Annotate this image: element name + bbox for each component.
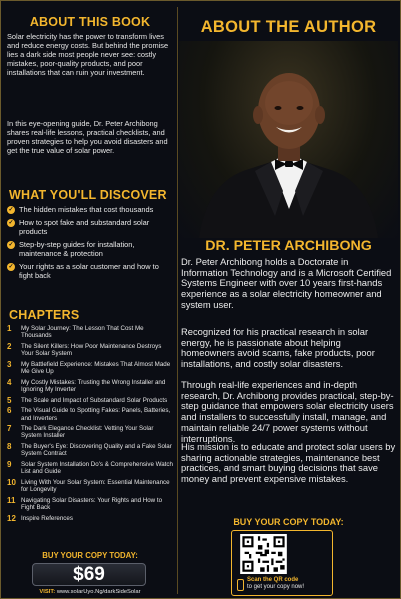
author-bio-3: Through real-life experiences and in-depth research, Dr. Archibong provides practical, step-by-step guidance that empowers solar electricity users and installers to successfully install, manage, and maintain reliable 24/7 power systems without interruptions.: [181, 379, 394, 444]
price-button[interactable]: [32, 563, 146, 586]
scan-text: Scan the QR code to get your copy now!: [247, 577, 305, 590]
chapters-list: [7, 325, 175, 525]
buy-label-right: BUY YOUR COPY TODAY:: [233, 517, 344, 527]
about-book-heading: ABOUT THIS BOOK: [29, 15, 151, 29]
discover-list: [7, 205, 173, 284]
chapter-item: 4 My Costly Mistakes: Trusting the Wrong Installer and Ignoring My Inverter: [7, 377, 166, 394]
chapter-item: 8 The Buyer's Eye: Discovering Quality and a Fake Solar System Contract: [7, 441, 172, 458]
chapter-item: 12 Inspire References: [7, 513, 73, 523]
about-author-heading: ABOUT THE AUTHOR: [200, 18, 377, 36]
column-divider: [177, 7, 178, 594]
check-icon: ✓: [8, 264, 14, 270]
chapters-heading: CHAPTERS: [9, 308, 80, 322]
author-bio-4: His mission is to educate and protect solar users by sharing actionable strategies, maintenance best practices, and smart buying decisions that save money and prevent expensive mistakes.: [181, 441, 396, 485]
chapter-item: 11 Navigating Solar Disasters: Your Rights and How to Fight Back: [7, 495, 163, 512]
chapter-item: 7 The Dark Elegance Checklist: Vetting Your Solar System Installer: [7, 424, 154, 440]
check-icon: ✓: [8, 220, 14, 226]
list-item: ✓ Your rights as a solar customer and how to fight back: [8, 262, 159, 280]
chapter-item: 10 Living With Your Solar System: Essential Maintenance for Longevity: [7, 477, 170, 494]
author-portrait-icon: [179, 41, 398, 238]
chapter-item: 1 My Solar Journey: The Lesson That Cost Me Thousands: [7, 324, 144, 340]
left-column: [5, 5, 175, 596]
author-bio-2: Recognized for his practical research in solar energy, he is passionate about helping homeowners avoid scams, fake products, poor installations, and costly solar disasters.: [181, 326, 375, 370]
chapter-item: 5 The Scale and Impact of Substandard Solar Products: [7, 395, 168, 405]
right-column: [179, 5, 398, 596]
about-book-text-1: Solar electricity has the power to transform lives and reduce energy costs. But behind the promise lies a dark side most people never see: costly mistakes, poor-quality products, and poor installations that can ruin your investment.: [7, 32, 169, 77]
phone-icon: [237, 579, 244, 591]
qr-code-icon: [240, 534, 287, 574]
price-value: $69: [73, 564, 105, 585]
author-name: DR. PETER ARCHIBONG: [205, 238, 372, 254]
chapter-item: 9 Solar System Installation Do's & Comprehensive Watch List and Guide: [7, 459, 173, 476]
discover-heading: WHAT YOU'LL DISCOVER: [9, 188, 167, 202]
check-icon: ✓: [8, 207, 14, 213]
list-item: ✓ Step-by-step guides for installation, maintenance & protection: [8, 240, 135, 258]
about-book-text-2: In this eye-opening guide, Dr. Peter Archibong shares real-life lessons, practical checklists, and proven strategies to help you avoid disasters and get the true value of solar power.: [7, 119, 168, 155]
list-item: ✓ How to spot fake and substandard solar products: [8, 218, 150, 236]
chapter-item: 3 My Battlefield Experience: Mistakes That Almost Made Me Give Up: [7, 359, 171, 376]
list-item: ✓ The hidden mistakes that cost thousands: [8, 205, 154, 214]
check-icon: ✓: [8, 242, 14, 248]
chapter-item: 2 The Silent Killers: How Poor Maintenance Destroys Your Solar System: [7, 341, 162, 358]
qr-panel[interactable]: [231, 530, 333, 596]
visit-link[interactable]: VISIT: www.solarUyo.Ng/darkSideSolar: [39, 589, 141, 595]
buy-label-left: BUY YOUR COPY TODAY:: [42, 551, 138, 560]
author-bio-1: Dr. Peter Archibong holds a Doctorate in Information Technology and is a Microsoft Certified Systems Engineer with over 10 years first-hands experience as a solar electricity homeowner and system user.: [181, 256, 392, 310]
chapter-item: 6 The Visual Guide to Spotting Fakes: Panels, Batteries, and Inverters: [7, 406, 171, 422]
author-photo: [179, 41, 398, 238]
